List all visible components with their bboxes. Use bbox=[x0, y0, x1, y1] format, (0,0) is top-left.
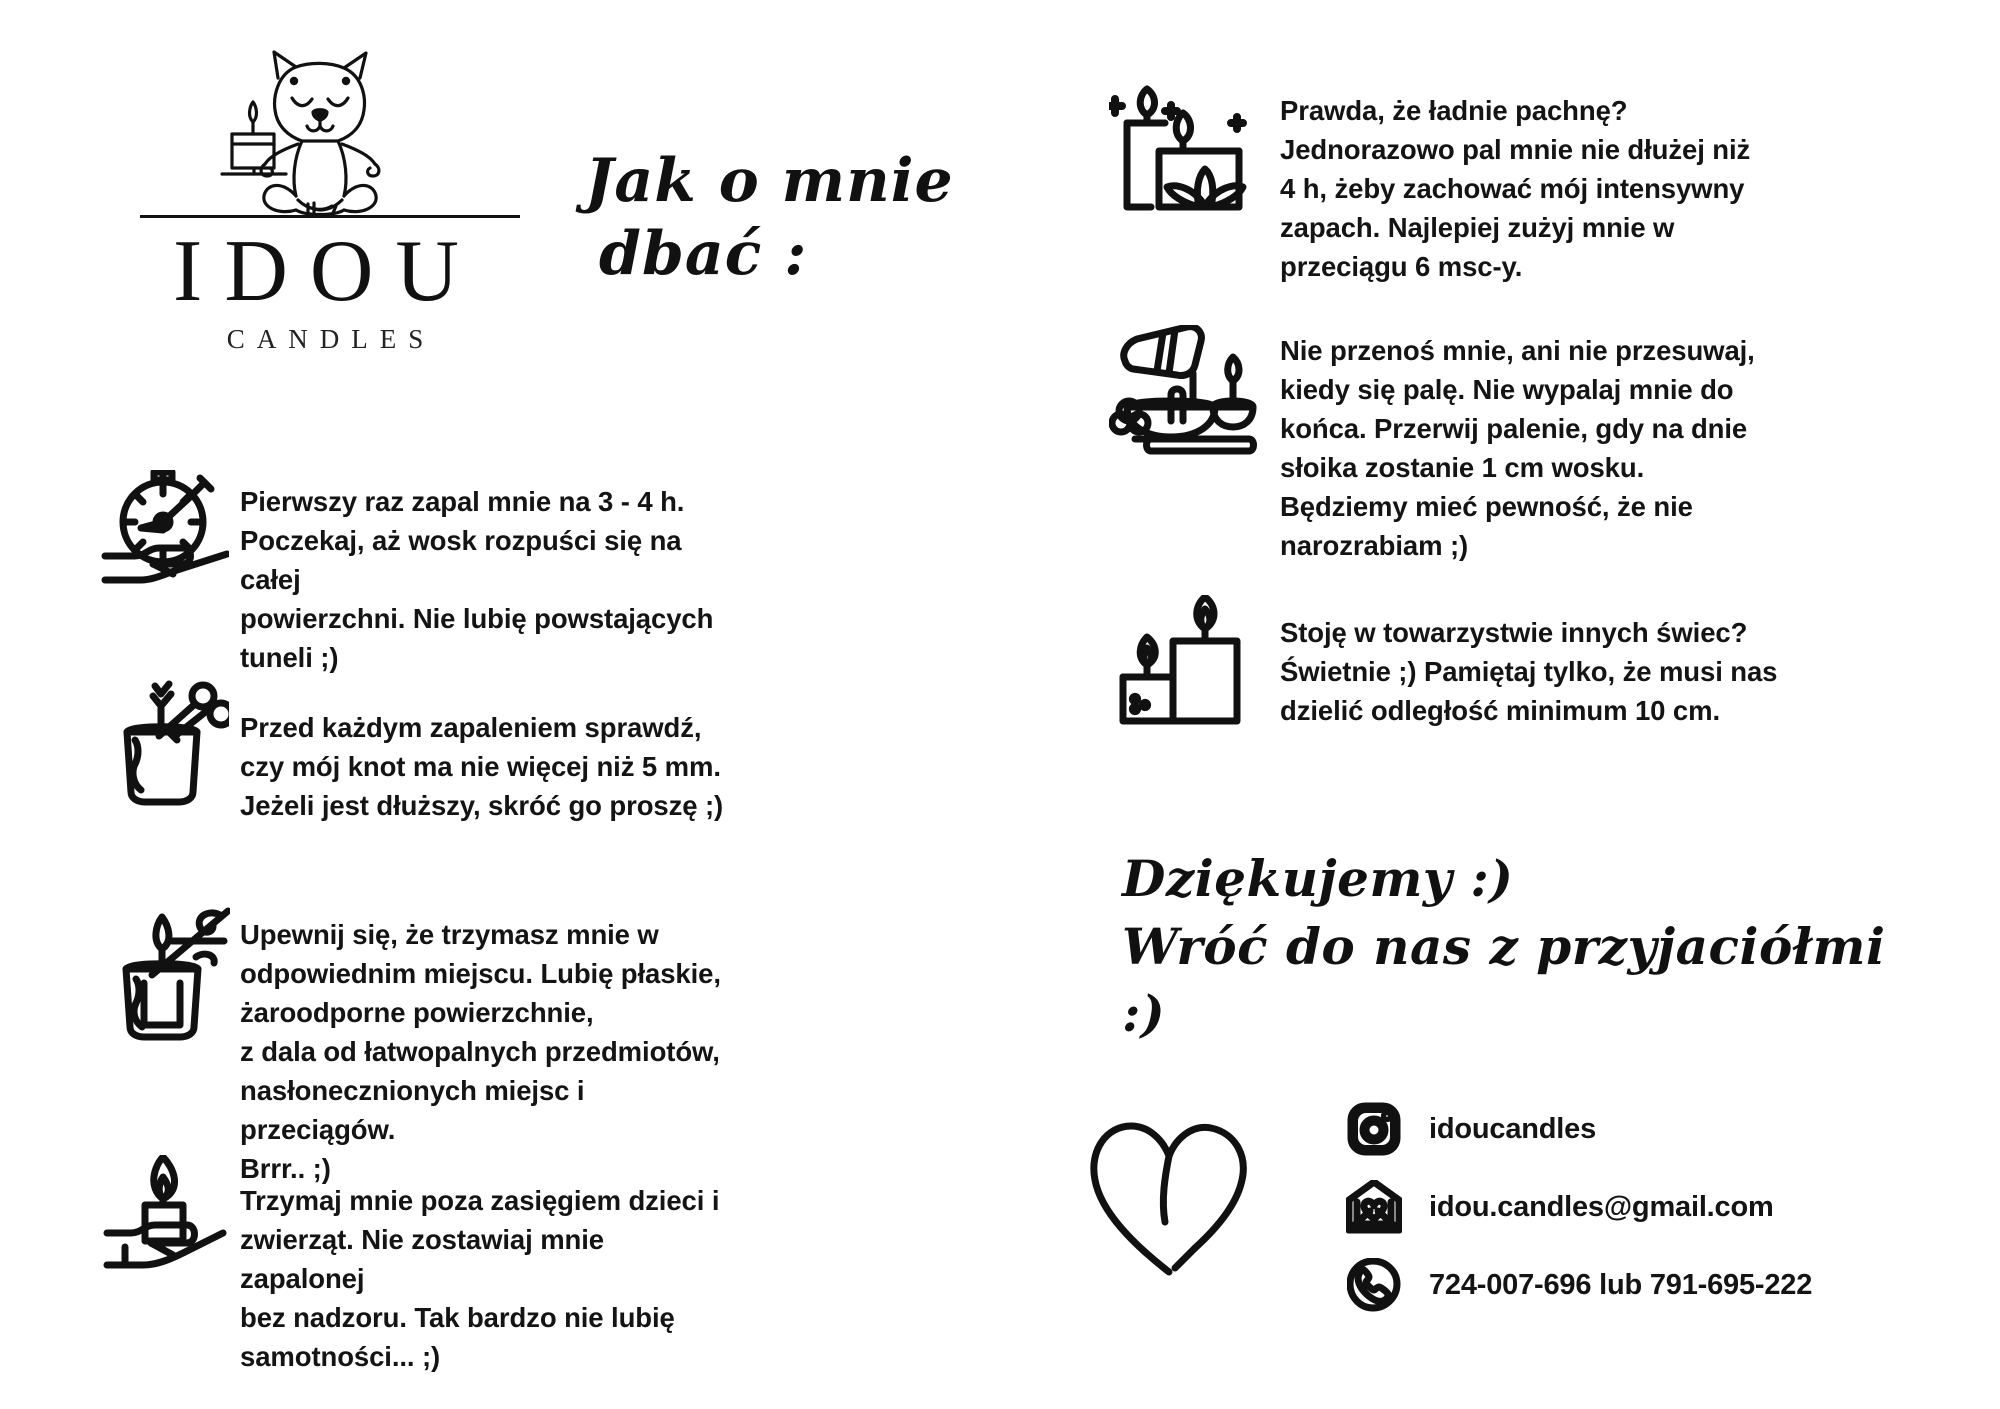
tip-line: Przed każdym zapaleniem sprawdź, bbox=[240, 712, 702, 743]
tip-icon-wrap bbox=[1085, 325, 1280, 455]
tip-icon-wrap bbox=[90, 470, 240, 590]
brand-tagline: CANDLES bbox=[226, 324, 436, 354]
instagram-handle: idoucandles bbox=[1429, 1112, 1596, 1145]
tip-line: zapach. Najlepiej zużyj mnie w bbox=[1280, 212, 1675, 244]
tip-text bbox=[1280, 595, 1777, 730]
tip-line: Prawda, że ładnie pachnę? bbox=[1280, 95, 1628, 126]
meditating-cat-with-candle-icon bbox=[170, 40, 470, 215]
page-title-line-2: dbać : bbox=[599, 219, 808, 290]
tip-line: Poczekaj, aż wosk rozpuści się na całej bbox=[240, 525, 682, 596]
candle-in-hand-icon bbox=[101, 1155, 229, 1281]
phone-icon bbox=[1345, 1258, 1403, 1312]
tip-line: nasłonecznionych miejsc i przeciągów. bbox=[240, 1075, 585, 1146]
tip-line: Będziemy mieć pewność, że nie bbox=[1280, 491, 1693, 523]
tip-line: Trzymaj mnie poza zasięgiem dzieci i bbox=[240, 1185, 720, 1216]
tip-item bbox=[90, 905, 730, 1188]
tip-line: narozrabiam ;) bbox=[1280, 530, 1469, 562]
tip-line: końca. Przerwij palenie, gdy na dnie bbox=[1280, 413, 1748, 445]
no-draft-candle-icon bbox=[100, 905, 230, 1041]
tip-item bbox=[1085, 85, 1955, 286]
aromatic-candles-sparkle-icon bbox=[1109, 85, 1257, 230]
tip-text bbox=[240, 470, 730, 677]
two-candles-icon bbox=[1109, 595, 1257, 727]
tip-line: Pierwszy raz zapal mnie na 3 - 4 h. bbox=[240, 486, 685, 517]
envelope-heart-icon bbox=[1345, 1180, 1403, 1234]
tip-line: 4 h, żeby zachować mój intensywny bbox=[1280, 173, 1745, 205]
tip-line: Stoję w towarzystwie innych świec? bbox=[1280, 617, 1748, 648]
tip-item bbox=[1085, 595, 1955, 730]
phone-numbers: 724-007-696 lub 791-695-222 bbox=[1429, 1268, 1813, 1301]
tip-line: z dala od łatwopalnych przedmiotów, bbox=[240, 1036, 720, 1068]
footer-contact bbox=[1085, 1080, 1965, 1324]
brand-logo bbox=[110, 40, 530, 355]
tip-line: Jeżeli jest dłuższy, skróć go proszę ;) bbox=[240, 790, 724, 822]
contacts-list bbox=[1345, 1080, 1965, 1324]
tip-icon-wrap bbox=[1085, 85, 1280, 230]
tip-line: Świetnie ;) Pamiętaj tylko, że musi nas bbox=[1280, 656, 1778, 688]
tip-text bbox=[1280, 325, 1755, 565]
page-title-line-1: Jak o mnie bbox=[585, 146, 954, 216]
tip-item bbox=[90, 680, 730, 825]
contact-row-instagram[interactable] bbox=[1345, 1090, 1965, 1168]
tip-icon-wrap bbox=[1085, 595, 1280, 727]
hand-drawn-heart-icon bbox=[1085, 1098, 1255, 1278]
tip-icon-wrap bbox=[90, 680, 240, 806]
tip-line: przeciągu 6 msc-y. bbox=[1280, 251, 1523, 283]
contact-row-email[interactable] bbox=[1345, 1168, 1965, 1246]
page-title bbox=[585, 145, 965, 291]
spa-massage-candle-icon bbox=[1109, 325, 1257, 455]
tip-line: czy mój knot ma nie więcej niż 5 mm. bbox=[240, 751, 721, 783]
tip-line: Upewnij się, że trzymasz mnie w bbox=[240, 919, 659, 950]
tip-line: dzielić odległość minimum 10 cm. bbox=[1280, 695, 1720, 727]
email-address: idou.candles@gmail.com bbox=[1429, 1190, 1774, 1223]
instagram-icon bbox=[1345, 1102, 1403, 1156]
thanks-line-1: Dziękujemy :) bbox=[1122, 849, 1514, 908]
heart-wrap bbox=[1085, 1080, 1345, 1278]
tip-text bbox=[240, 680, 723, 825]
thanks-line-2: Wróć do nas z przyjaciółmi :) bbox=[1122, 916, 1886, 1043]
tip-icon-wrap bbox=[90, 1155, 240, 1281]
tip-text bbox=[240, 1155, 730, 1376]
tip-line: Nie przenoś mnie, ani nie przesuwaj, bbox=[1280, 335, 1755, 366]
tip-line: powierzchni. Nie lubię powstających bbox=[240, 603, 714, 635]
tip-line: Brrr.. ;) bbox=[240, 1153, 331, 1185]
tip-line: słoika zostanie 1 cm wosku. bbox=[1280, 452, 1645, 484]
tip-line: kiedy się palę. Nie wypalaj mnie do bbox=[1280, 374, 1734, 406]
tip-line: bez nadzoru. Tak bardzo nie lubię bbox=[240, 1302, 675, 1334]
brand-divider bbox=[140, 215, 520, 218]
scissors-trimming-wick-icon bbox=[101, 680, 229, 806]
tip-line: odpowiednim miejscu. Lubię płaskie, bbox=[240, 958, 721, 990]
tip-line: żaroodporne powierzchnie, bbox=[240, 997, 594, 1029]
tip-text bbox=[240, 905, 730, 1188]
contact-row-phone[interactable] bbox=[1345, 1246, 1965, 1324]
tip-item bbox=[1085, 325, 1955, 565]
tip-line: Jednorazowo pal mnie nie dłużej niż bbox=[1280, 134, 1751, 166]
tip-line: tuneli ;) bbox=[240, 642, 339, 674]
stopwatch-on-hand-icon bbox=[101, 470, 229, 590]
thanks-block bbox=[1122, 845, 1922, 1048]
tip-icon-wrap bbox=[90, 905, 240, 1041]
brand-name: IDOU bbox=[173, 223, 481, 320]
tip-line: zwierząt. Nie zostawiaj mnie zapalonej bbox=[240, 1224, 604, 1295]
tip-text bbox=[1280, 85, 1750, 286]
tip-item bbox=[90, 1155, 730, 1376]
tip-line: samotności... ;) bbox=[240, 1341, 441, 1373]
tip-item bbox=[90, 470, 730, 677]
